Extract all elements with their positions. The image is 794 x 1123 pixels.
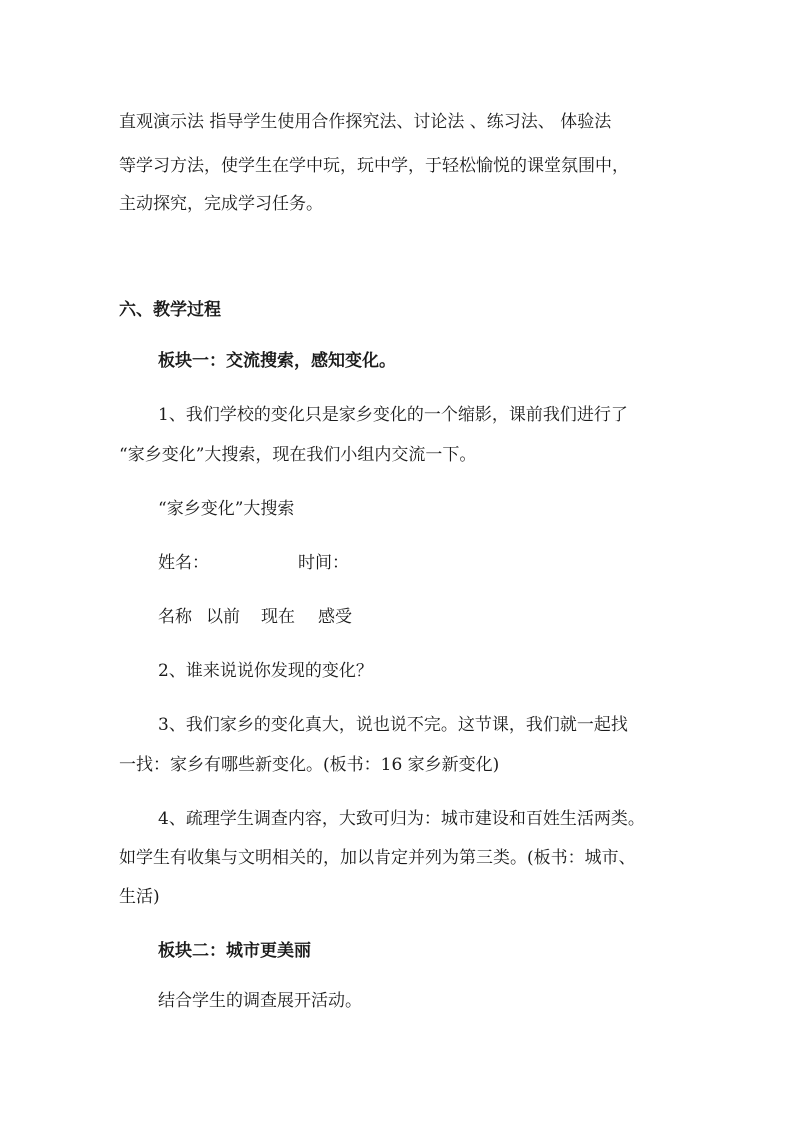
form-col-before: 以前 — [206, 607, 240, 627]
block1-p4-line-1: 4、疏理学生调查内容，大致可归为：城市建设和百姓生活两类。 — [158, 809, 645, 829]
form-time-label: 时间： — [298, 553, 349, 573]
intro-line-2: 等学习方法，使学生在学中玩，玩中学，于轻松愉悦的课堂氛围中， — [119, 156, 629, 176]
form-col-name: 名称 — [158, 607, 192, 627]
block1-p3-line-1: 3、我们家乡的变化真大，说也说不完。这节课，我们就一起找 — [158, 715, 628, 735]
block1-p2: 2、谁来说说你发现的变化？ — [158, 661, 373, 681]
intro-line-3: 主动探究，完成学习任务。 — [119, 194, 323, 214]
block1-p1-line-1: 1、我们学校的变化只是家乡变化的一个缩影，课前我们进行了 — [158, 405, 628, 425]
form-col-feeling: 感受 — [318, 607, 352, 627]
block1-heading: 板块一：交流搜索，感知变化。 — [158, 351, 396, 371]
block1-p1-line-2: “家乡变化”大搜索，现在我们小组内交流一下。 — [119, 445, 477, 465]
block2-p1: 结合学生的调查展开活动。 — [158, 991, 362, 1011]
form-col-now: 现在 — [261, 607, 295, 627]
intro-line-1: 直观演示法 指导学生使用合作探究法、讨论法 、练习法、 体验法 — [119, 112, 612, 132]
form-title: “家乡变化”大搜索 — [158, 499, 295, 519]
block2-heading: 板块二：城市更美丽 — [158, 941, 311, 961]
form-name-label: 姓名： — [158, 553, 209, 573]
block1-p3-line-2: 一找：家乡有哪些新变化。(板书：16 家乡新变化) — [119, 755, 500, 775]
block1-p4-line-3: 生活) — [119, 887, 160, 907]
block1-p4-line-2: 如学生有收集与文明相关的，加以肯定并列为第三类。(板书：城市、 — [119, 848, 636, 868]
section-heading: 六、教学过程 — [119, 300, 221, 320]
